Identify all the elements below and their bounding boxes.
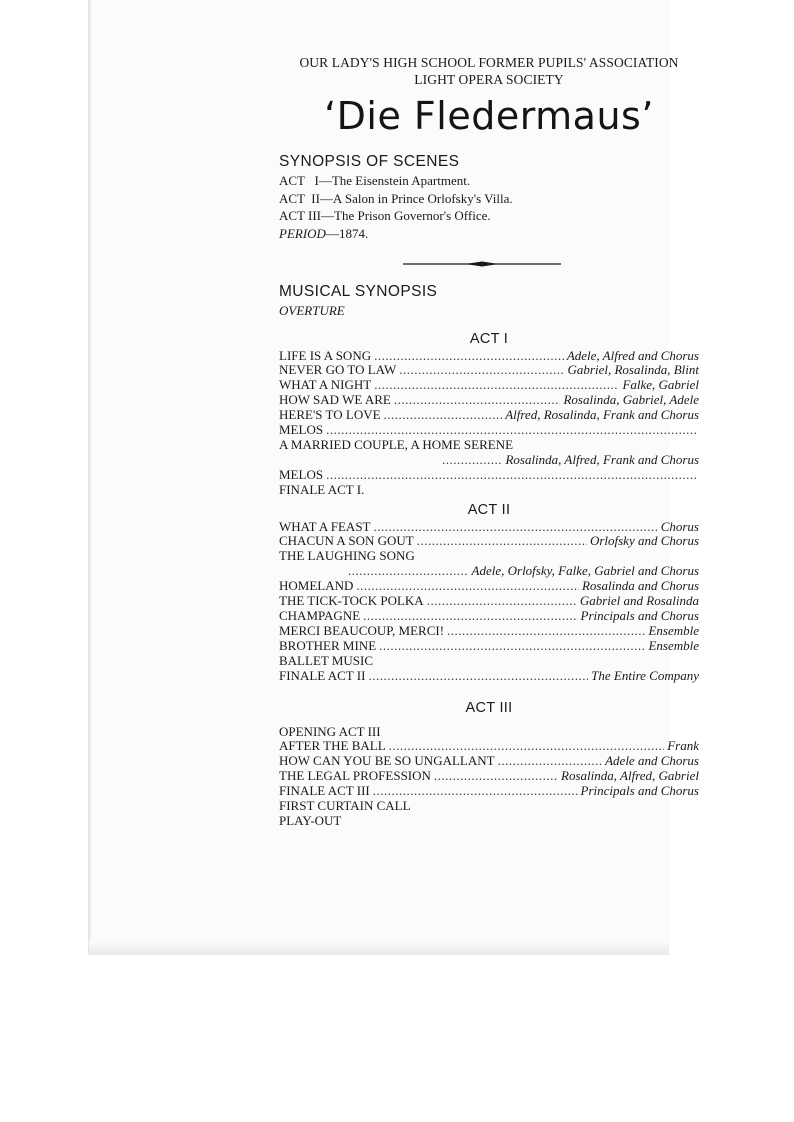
list-item: FINALE ACT I. [279, 481, 365, 497]
scene-act-3: ACT III—The Prison Governor's Office. [279, 208, 491, 223]
scene-act-1: ACT I—The Eisenstein Apartment. [279, 173, 471, 188]
list-item: THE TICK-TOCK POLKA ..... Gabriel and Rosalinda [279, 594, 699, 609]
list-item: WHAT A NIGHT ..... Falke, Gabriel [279, 378, 699, 393]
list-item: FINALE ACT III ..... Principals and Chorus [279, 784, 699, 799]
period-value: —1874. [325, 225, 369, 241]
list-item: MELOS ..... [279, 468, 699, 483]
list-item: THE LEGAL PROFESSION ..... Rosalinda, Alfred, Gabriel [279, 769, 699, 784]
list-item: BALLET MUSIC [279, 652, 374, 668]
list-item: CHACUN A SON GOUT ..... Orlofsky and Chorus [279, 534, 699, 549]
programme-page [88, 0, 699, 955]
list-item: HOW CAN YOU BE SO UNGALLANT ..... Adele and Chorus [279, 754, 699, 769]
list-item: LIFE IS A SONG ..... Adele, Alfred and Chorus [279, 349, 699, 364]
ornament-divider [403, 260, 561, 268]
list-item: MERCI BEAUCOUP, MERCI! ..... Ensemble [279, 624, 699, 639]
list-item: HERE'S TO LOVE ..... Alfred, Rosalinda, Frank and Chorus [279, 408, 699, 423]
list-item: HOMELAND ..... Rosalinda and Chorus [279, 579, 699, 594]
list-item-continuation: ..... Rosalinda, Alfred, Frank and Chorus [279, 453, 699, 468]
list-item: PLAY-OUT [279, 812, 342, 828]
act-1-heading: ACT I [469, 330, 509, 347]
list-item: WHAT A FEAST ..... Chorus [279, 520, 699, 535]
association-line-1: OUR LADY'S HIGH SCHOOL FORMER PUPILS' ASSOCIATION [299, 55, 679, 70]
musical-synopsis-heading: MUSICAL SYNOPSIS [279, 283, 438, 300]
list-item: AFTER THE BALL ..... Frank [279, 739, 699, 754]
period-line [279, 225, 699, 243]
act-3-heading: ACT III [465, 699, 513, 716]
list-item: FINALE ACT II ..... The Entire Company [279, 669, 699, 684]
overture-label: OVERTURE [279, 303, 345, 318]
association-line-2: LIGHT OPERA SOCIETY [414, 72, 564, 87]
list-item-continuation: ..... Adele, Orlofsky, Falke, Gabriel and Chorus [279, 564, 699, 579]
list-item: A MARRIED COUPLE, A HOME SERENE [279, 436, 514, 452]
opera-title: ‘Die Fledermaus’ [324, 94, 654, 138]
scene-act-2: ACT II—A Salon in Prince Orlofsky's Villa. [279, 190, 513, 206]
list-item: OPENING ACT III [279, 723, 381, 739]
list-item: MELOS ..... [279, 423, 699, 438]
list-item: THE LAUGHING SONG [279, 548, 415, 564]
list-item: FIRST CURTAIN CALL [279, 798, 411, 814]
programme-content [279, 54, 699, 829]
list-item: NEVER GO TO LAW ..... Gabriel, Rosalinda, Blint [279, 363, 699, 378]
act-2-heading: ACT II [467, 501, 511, 518]
list-item: HOW SAD WE ARE ..... Rosalinda, Gabriel, Adele [279, 393, 699, 408]
period-label: PERIOD [279, 225, 326, 241]
synopsis-of-scenes-heading: SYNOPSIS OF SCENES [279, 153, 460, 170]
list-item: BROTHER MINE ..... Ensemble [279, 639, 699, 654]
list-item: CHAMPAGNE ..... Principals and Chorus [279, 609, 699, 624]
